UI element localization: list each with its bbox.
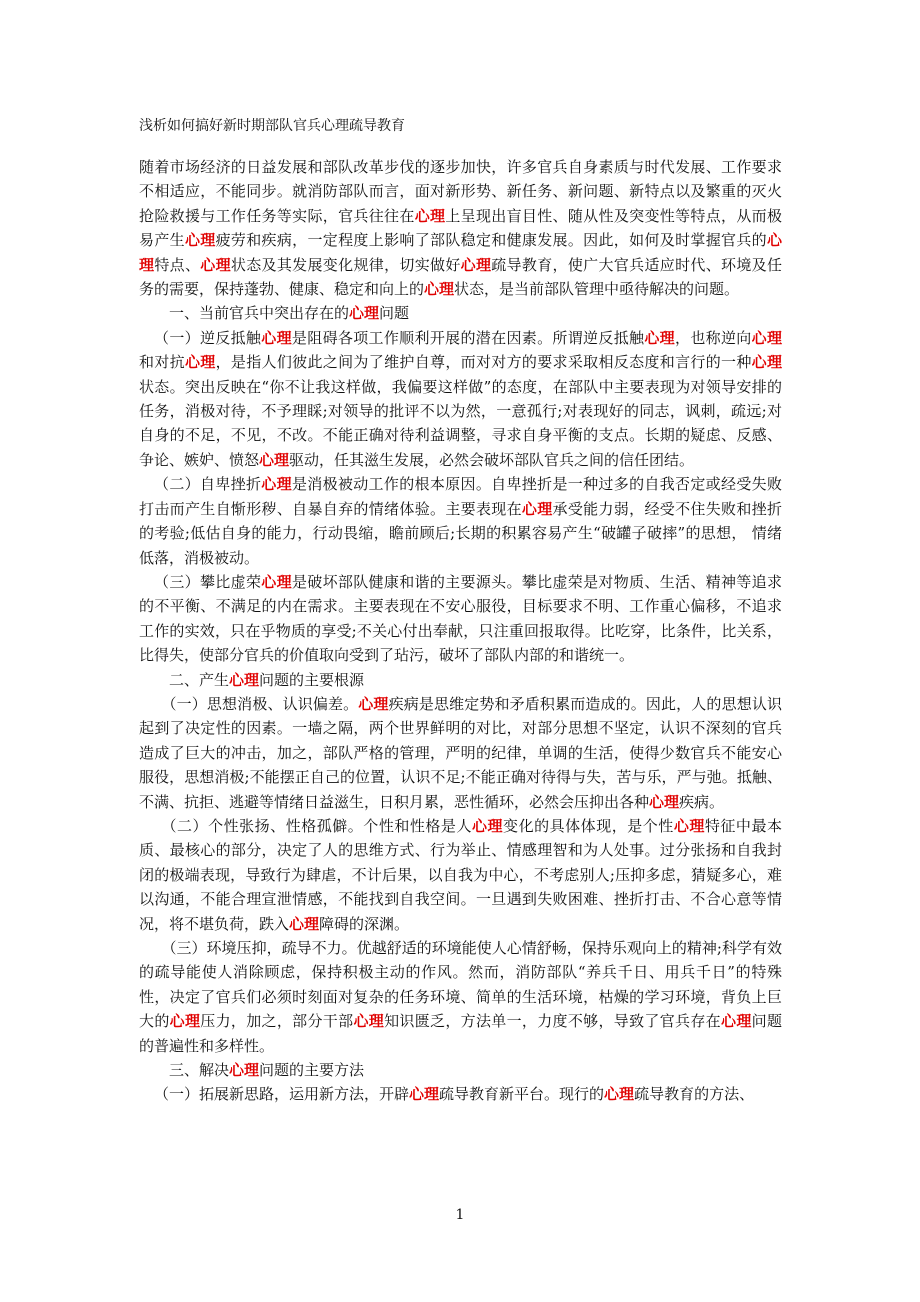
highlighted-keyword: 心理: [521, 499, 553, 518]
paragraph: 随着市场经济的日益发展和部队改革步伐的逐步加快，许多官兵自身素质与时代发展、工作要求不相适应，不能同步。就消防部队而言，面对新形势、新任务、新问题、新特点以及繁重的灭火抢险救援与工作任务等实际，官兵往往在心理上呈现出盲目性、随从性及突变性等特点，从而极易产生心理疲劳和疾病，一定程度上影响了部队稳定和健康发展。因此，如何及时掌握官兵的心理特点、心理状态及其发展变化规律，切实做好心理疏导教育，使广大官兵适应时代、环境及任务的需要，保持蓬勃、健康、稳定和向上的心理状态，是当前部队管理中亟待解决的问题。: [139, 158, 782, 299]
highlighted-keyword: 心理: [353, 1012, 385, 1031]
highlighted-keyword: 心理: [751, 353, 782, 372]
paragraph: 二、产生心理问题的主要根源: [169, 670, 365, 689]
highlighted-keyword: 心理: [229, 670, 260, 689]
paragraph: （二）个性张扬、性格孤僻。个性和性格是人心理变化的具体体现，是个性心理特征中最本质、最核心的部分，决定了人的思维方式、行为举止、情感理智和为人处事。过分张扬和自我封闭的极端表现，导致行为肆虐，不计后果，以自我为中心，不考虑别人;压抑多虑，猜疑多心，难以沟通，不能合理宣泄情感，不能找到自我空间。一旦遇到失败困难、挫折打击、不合心意等情况，将不堪负荷，跌入心理障碍的深渊。: [139, 816, 782, 933]
paragraph: （三）环境压抑，疏导不力。优越舒适的环境能使人心情舒畅，保持乐观向上的精神;科学有效的疏导能使人消除顾虑，保持积极主动的作风。然而，消防部队“养兵千日、用兵千日”的特殊性，决定了官兵们必须时刻面对复杂的任务环境、简单的生活环境，枯燥的学习环境，背负上巨大的心理压力，加之，部分干部心理知识匮乏，方法单一，力度不够，导致了官兵存在心理问题的普遍性和多样性。: [139, 939, 782, 1055]
highlighted-keyword: 心理: [229, 1061, 260, 1080]
highlighted-keyword: 心理: [261, 475, 292, 494]
paragraph: （二）自卑挫折心理是消极被动工作的根本原因。自卑挫折是一种过多的自我否定或经受失败打击而产生自惭形秽、自暴自弃的情绪体验。主要表现在心理承受能力弱，经受不住失败和挫折的考验;低估自身的能力，行动畏缩，瞻前顾后;长期的积累容易产生“破罐子破摔”的思想， 情绪低落，消极被动。: [139, 475, 782, 567]
paragraph: 三、解决心理问题的主要方法: [169, 1061, 365, 1080]
highlighted-keyword: 心理: [409, 1085, 440, 1104]
highlighted-keyword: 心理: [604, 1085, 635, 1104]
highlighted-keyword: 心理: [673, 816, 705, 835]
highlighted-keyword: 心理: [261, 572, 292, 591]
highlighted-keyword: 心理: [358, 694, 389, 713]
highlighted-keyword: 心理: [259, 450, 290, 469]
highlighted-keyword: 心理: [649, 792, 680, 811]
highlighted-keyword: 心理: [460, 255, 492, 274]
highlighted-keyword: 心理: [139, 231, 782, 274]
highlighted-keyword: 心理: [184, 353, 216, 372]
highlighted-keyword: 心理: [200, 255, 231, 274]
highlighted-keyword: 心理: [471, 816, 504, 835]
highlighted-keyword: 心理: [289, 914, 320, 933]
highlighted-keyword: 心理: [721, 1012, 752, 1031]
paragraph: （一）思想消极、认识偏差。心理疾病是思维定势和矛盾积累而造成的。因此，人的思想认识起到了决定性的因素。一墙之隔，两个世界鲜明的对比，对部分思想不坚定，认识不深刻的官兵造成了巨大的冲击，加之，部队严格的管理，严明的纪律，单调的生活，使得少数官兵不能安心服役，思想消极;不能摆正自己的位置，认识不足;不能正确对待得与失，苦与乐，严与弛。抵触、不满、抗拒、逃避等情绪日益滋生，日积月累，恶性循环，必然会压抑出各种心理疾病。: [139, 694, 782, 811]
highlighted-keyword: 心理: [414, 206, 446, 225]
page-number: 1: [455, 1207, 465, 1223]
highlighted-keyword: 心理: [751, 328, 782, 347]
document-title: 浅析如何搞好新时期部队官兵心理疏导教育: [139, 118, 405, 134]
highlighted-keyword: 心理: [644, 328, 676, 347]
paragraph: （一）逆反抵触心理是阻碍各项工作顺利开展的潜在因素。所谓逆反抵触心理，也称逆向心理和对抗心理，是指人们彼此之间为了维护自尊，而对对方的要求采取相反态度和言行的一种心理状态。突出反映在“你不让我这样做，我偏要这样做”的态度，在部队中主要表现为对领导安排的任务，消极对待，不予理睬;对领导的批评不以为然，一意孤行;对表现好的同志，讽刺，疏远;对自身的不足，不见，不改。不能正确对待利益调整，寻求自身平衡的支点。长期的疑虑、反感、争论、嫉妒、愤怒心理驱动，任其滋生发展，必然会破坏部队官兵之间的信任团结。: [139, 328, 782, 469]
paragraph: （三）攀比虚荣心理是破坏部队健康和谐的主要源头。攀比虚荣是对物质、生活、精神等追求的不平衡、不满足的内在需求。主要表现在不安心服役，目标要求不明、工作重心偏移，不追求工作的实效，只在乎物质的享受;不关心付出奉献，只注重回报取得。比吃穿，比条件，比关系，比得失，使部分官兵的价值取向受到了玷污，破坏了部队内部的和谐统一。: [139, 572, 782, 665]
highlighted-keyword: 心理: [349, 304, 380, 323]
paragraph: （一）拓展新思路，运用新方法，开辟心理疏导教育新平台。现行的心理疏导教育的方法、: [154, 1085, 755, 1104]
highlighted-keyword: 心理: [261, 328, 292, 347]
paragraph: 一、当前官兵中突出存在的心理问题: [169, 304, 410, 323]
highlighted-keyword: 心理: [424, 280, 455, 299]
document-body: [139, 155, 782, 1107]
highlighted-keyword: 心理: [169, 1012, 201, 1031]
highlighted-keyword: 心理: [184, 231, 216, 250]
